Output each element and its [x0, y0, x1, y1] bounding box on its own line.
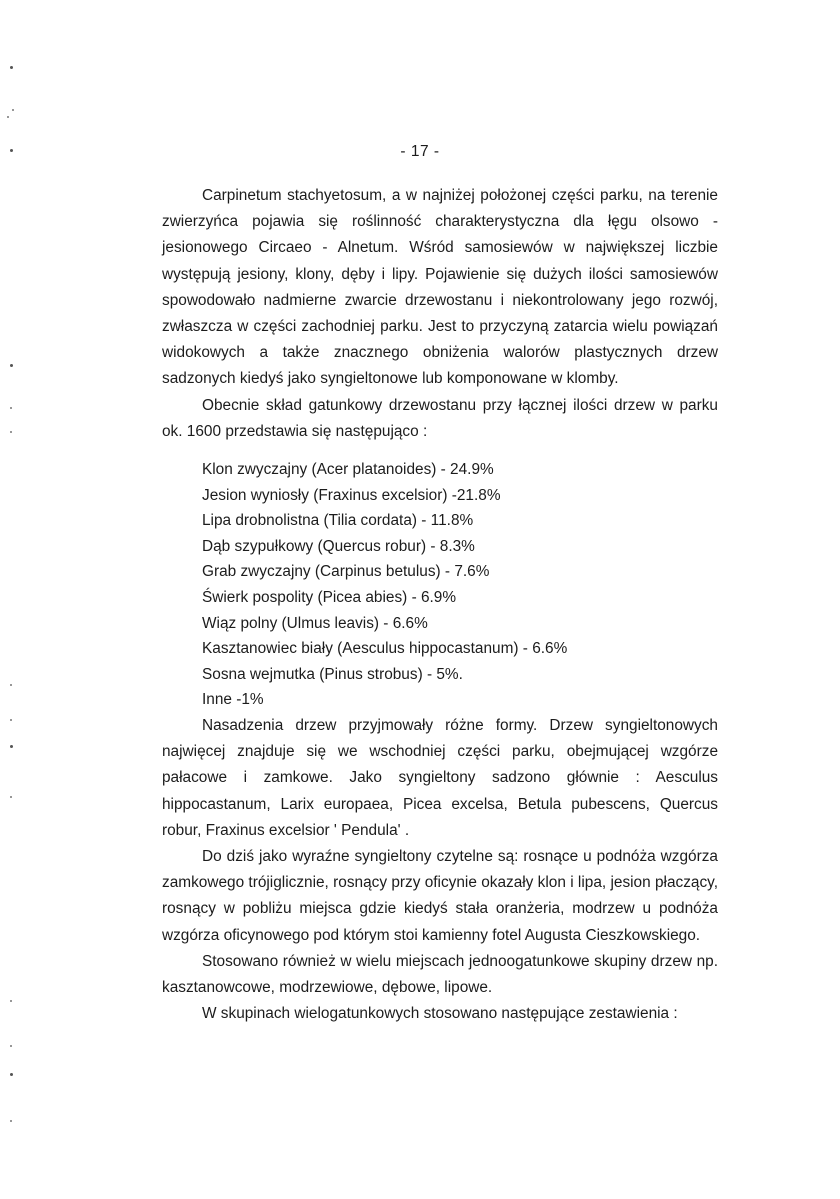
list-item: Grab zwyczajny (Carpinus betulus) - 7.6%: [202, 563, 490, 581]
list-item: Lipa drobnolistna (Tilia cordata) - 11.8%: [202, 512, 474, 530]
document-body: [162, 183, 718, 1027]
list-item: Kasztanowiec biały (Aesculus hippocastanum) - 6.6%: [202, 640, 568, 658]
scan-speck: [10, 745, 13, 748]
paragraph: Stosowano również w wielu miejscach jednoogatunkowe skupiny drzew np. kasztanowcowe, modrzewiowe, dębowe, lipowe.: [162, 952, 718, 996]
scan-speck: [10, 1000, 12, 1002]
list-item: Inne -1%: [202, 691, 264, 709]
scan-speck: [10, 719, 12, 721]
paragraph: Obecnie skład gatunkowy drzewostanu przy łącznej ilości drzew w parku ok. 1600 przedstawia się następująco :: [162, 396, 718, 440]
paragraph: Carpinetum stachyetosum, a w najniżej położonej części parku, na terenie zwierzyńca pojawia się roślinność charakterystyczna dla łęgu olsowo - jesionowego Circaeo - Alnetum. Wśród samosiewów w największej liczbie występują jesiony, klony, dęby i lipy. Pojawienie się dużych ilości samosiewów spowodowało nadmierne zwarcie drzewostanu i niekontrolowany jego rozwój, zwłaszcza w części zachodniej parku. Jest to przyczyną zatarcia wielu powiązań widokowych a także znacznego obniżenia walorów plastycznych drzew sadzonych kiedyś jako syngieltonowe lub komponowane w klomby.: [162, 187, 718, 388]
list-item: Jesion wyniosły (Fraxinus excelsior) -21.8%: [202, 486, 501, 504]
scan-speck: [12, 109, 14, 111]
list-item: Dąb szypułkowy (Quercus robur) - 8.3%: [202, 537, 475, 555]
scan-speck: [10, 407, 12, 409]
paragraph: Do dziś jako wyraźne syngieltony czytelne są: rosnące u podnóża wzgórza zamkowego trójiglicznie, rosnący przy oficynie okazały klon i lipa, jesion płaczący, rosnący w pobliżu miejsca gdzie kiedyś stała oranżeria, modrzew u podnóża wzgórza oficynowego pod którym stoi kamienny fotel Augusta Cieszkowskiego.: [162, 847, 718, 944]
scan-speck: [10, 431, 12, 433]
paragraph: Nasadzenia drzew przyjmowały różne formy. Drzew syngieltonowych najwięcej znajduje się we wschodniej części parku, obejmującej wzgórze pałacowe i zamkowe. Jako syngieltony sadzono głównie : Aesculus hippocastanum, Larix europaea, Picea excelsa, Betula pubescens, Quercus robur, Fraxinus excelsior ' Pendula' .: [162, 716, 718, 839]
list-item: Świerk pospolity (Picea abies) - 6.9%: [202, 589, 457, 606]
scan-speck: [10, 1120, 12, 1122]
scan-speck: [10, 1073, 13, 1076]
list-item: Klon zwyczajny (Acer platanoides) - 24.9%: [202, 461, 494, 479]
scan-speck: [7, 116, 9, 118]
list-item: Wiąz polny (Ulmus leavis) - 6.6%: [202, 614, 428, 632]
page-number: - 17 -: [400, 143, 440, 160]
paragraph: W skupinach wielogatunkowych stosowano następujące zestawienia :: [202, 1005, 678, 1023]
scan-speck: [10, 364, 13, 367]
species-composition-list: [162, 457, 718, 713]
scan-speck: [10, 796, 12, 798]
scan-speck: [10, 66, 13, 69]
list-item: Sosna wejmutka (Pinus strobus) - 5%.: [202, 665, 463, 683]
scan-speck: [10, 684, 12, 686]
scan-speck: [10, 1045, 12, 1047]
